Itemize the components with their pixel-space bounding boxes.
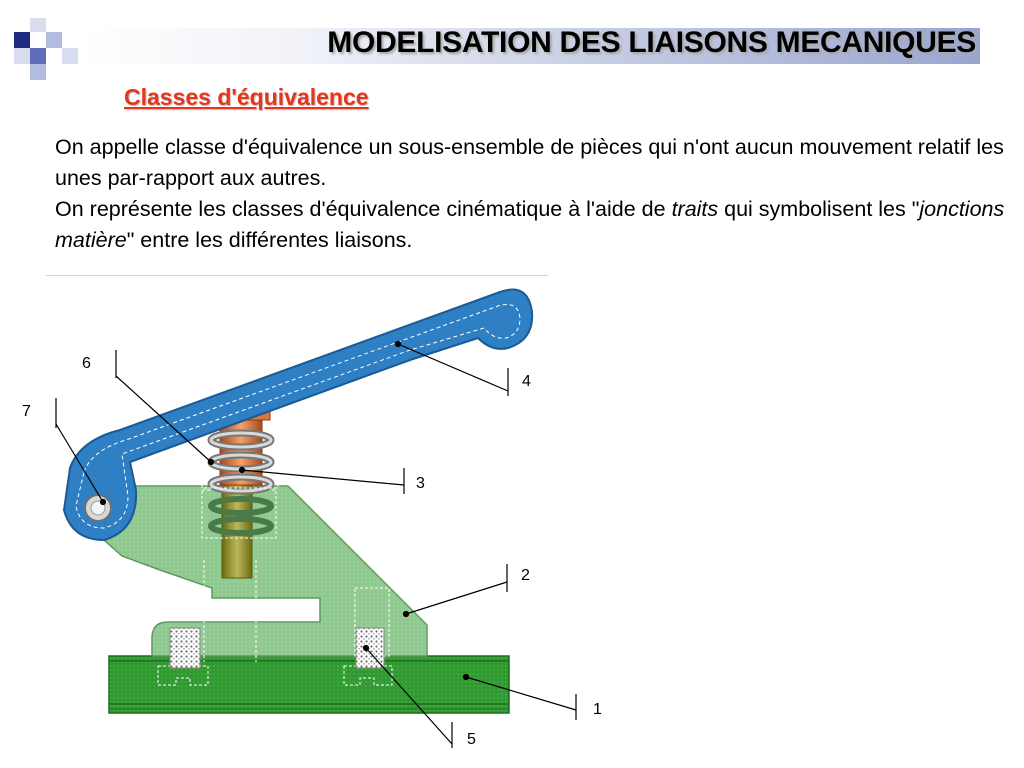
slide-title: MODELISATION DES LIAISONS MECANIQUES [327,26,976,59]
p2-emphasis-traits: traits [671,197,719,221]
p2-start: On représente les classes d'équivalence cinématique à l'aide de [55,197,672,221]
label-4: 4 [522,373,531,390]
label-2: 2 [521,567,530,584]
label-7: 7 [22,403,31,420]
section-subtitle: Classes d'équivalence [124,84,369,110]
label-6: 6 [82,355,91,372]
base-plate [109,656,509,713]
pivot-pin [85,495,111,521]
p2-emphasis-jonctions: jonctions matière [55,197,1005,252]
definition-paragraph: On appelle classe d'équivalence un sous-ensemble de pièces qui n'ont aucun mouvement relatif les unes par-rapport aux autres. [55,135,1004,190]
label-5: 5 [467,731,476,748]
label-1: 1 [593,701,602,718]
label-3: 3 [416,475,425,492]
punch-rod [222,480,252,578]
p2-middle: qui symbolisent les " [718,197,920,221]
p2-end: " entre les différentes liaisons. [126,228,413,252]
